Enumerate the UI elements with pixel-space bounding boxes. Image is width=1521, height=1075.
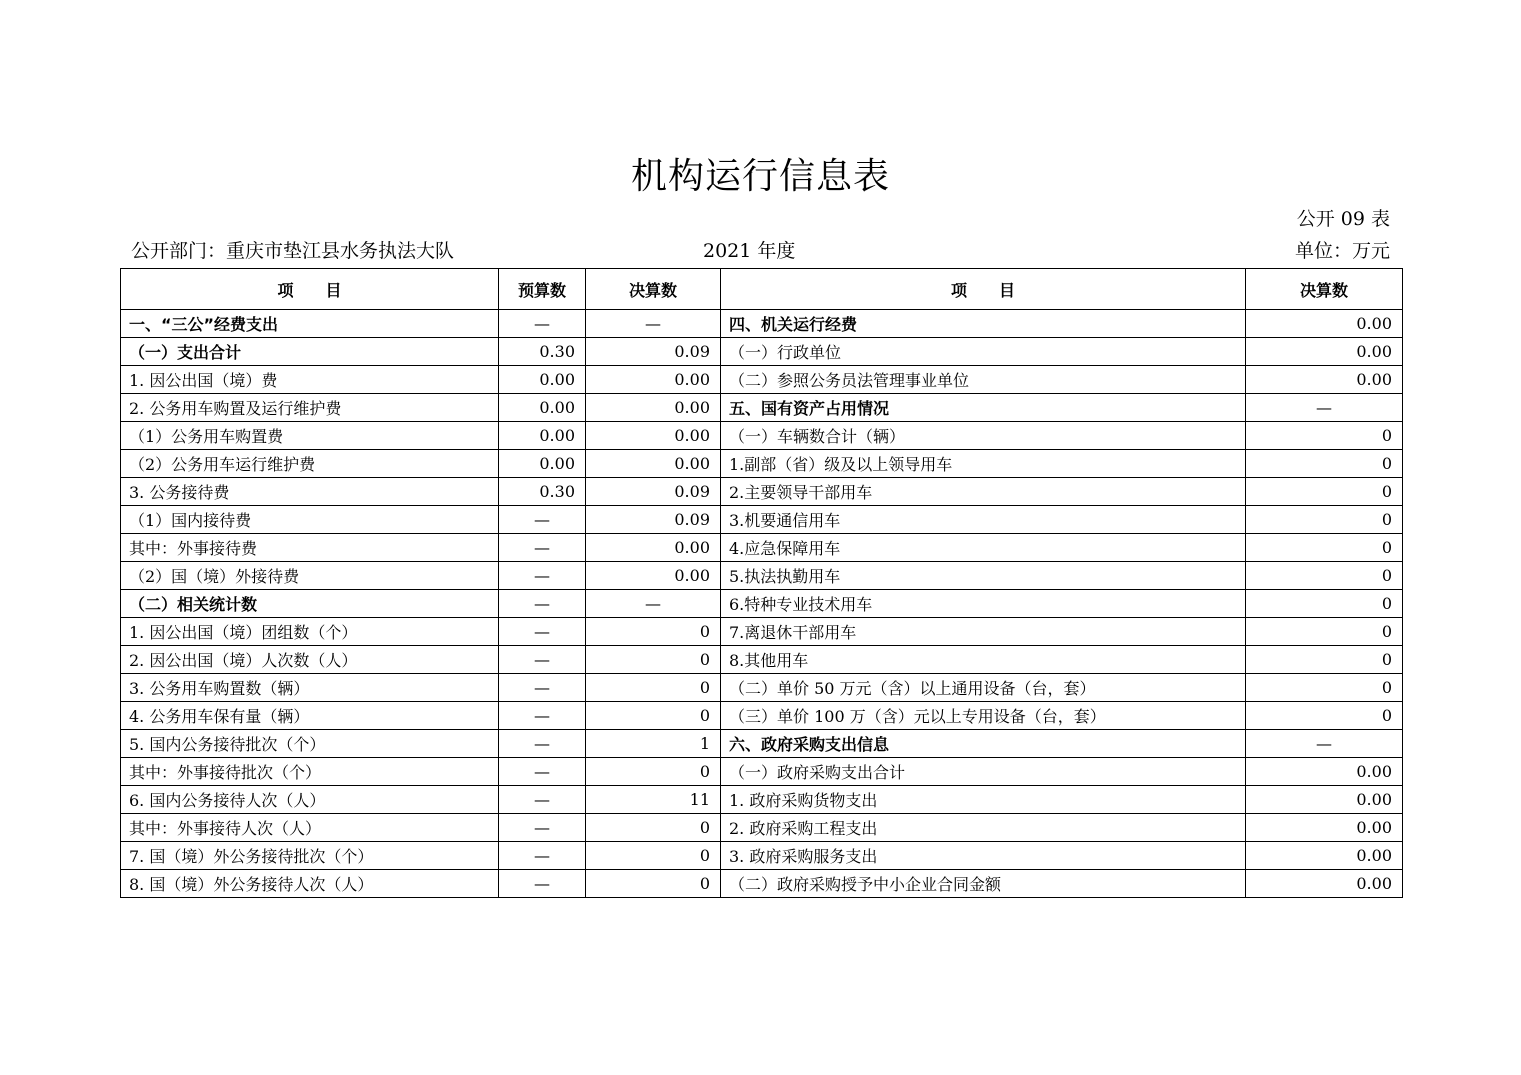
final-right-cell: 0 bbox=[1246, 450, 1403, 478]
final-left-cell: 0 bbox=[586, 758, 721, 786]
left-item-cell: （一）支出合计 bbox=[121, 338, 499, 366]
left-item-cell: （1）国内接待费 bbox=[121, 506, 499, 534]
final-left-cell: 0 bbox=[586, 646, 721, 674]
final-right-cell: 0.00 bbox=[1246, 758, 1403, 786]
final-left-cell: 0.00 bbox=[586, 562, 721, 590]
right-item-cell: 六、政府采购支出信息 bbox=[721, 730, 1246, 758]
final-right-cell: 0 bbox=[1246, 646, 1403, 674]
final-right-cell: 0 bbox=[1246, 562, 1403, 590]
final-left-cell: 0.09 bbox=[586, 338, 721, 366]
left-item-cell: 5. 国内公务接待批次（个） bbox=[121, 730, 499, 758]
final-right-cell: 0.00 bbox=[1246, 338, 1403, 366]
header-item-left: 项 目 bbox=[121, 269, 499, 310]
table-row bbox=[121, 394, 1403, 422]
right-item-cell: 4.应急保障用车 bbox=[721, 534, 1246, 562]
final-right-cell: 0.00 bbox=[1246, 870, 1403, 898]
table-row bbox=[121, 870, 1403, 898]
budget-cell: — bbox=[499, 730, 586, 758]
final-right-cell: 0 bbox=[1246, 534, 1403, 562]
right-item-cell: 8.其他用车 bbox=[721, 646, 1246, 674]
budget-cell: — bbox=[499, 758, 586, 786]
header-budget: 预算数 bbox=[499, 269, 586, 310]
right-item-cell: 5.执法执勤用车 bbox=[721, 562, 1246, 590]
budget-cell: — bbox=[499, 646, 586, 674]
right-item-cell: （二）参照公务员法管理事业单位 bbox=[721, 366, 1246, 394]
final-left-cell: 0.00 bbox=[586, 534, 721, 562]
budget-cell: — bbox=[499, 534, 586, 562]
left-item-cell: 4. 公务用车保有量（辆） bbox=[121, 702, 499, 730]
left-item-cell: 其中：外事接待人次（人） bbox=[121, 814, 499, 842]
table-header-row bbox=[121, 269, 1403, 310]
right-item-cell: 2. 政府采购工程支出 bbox=[721, 814, 1246, 842]
right-item-cell: （二）单价 50 万元（含）以上通用设备（台，套） bbox=[721, 674, 1246, 702]
table-row bbox=[121, 646, 1403, 674]
info-table bbox=[120, 268, 1403, 898]
final-right-cell: 0.00 bbox=[1246, 786, 1403, 814]
budget-cell: — bbox=[499, 702, 586, 730]
department-label: 公开部门：重庆市垫江县水务执法大队 bbox=[131, 240, 455, 262]
left-item-cell: 2. 因公出国（境）人次数（人） bbox=[121, 646, 499, 674]
table-row bbox=[121, 366, 1403, 394]
left-item-cell: 其中：外事接待费 bbox=[121, 534, 499, 562]
right-item-cell: 7.离退休干部用车 bbox=[721, 618, 1246, 646]
unit-label: 单位：万元 bbox=[1294, 240, 1390, 262]
right-item-cell: 1. 政府采购货物支出 bbox=[721, 786, 1246, 814]
final-right-cell: — bbox=[1246, 394, 1403, 422]
budget-cell: — bbox=[499, 590, 586, 618]
table-row bbox=[121, 534, 1403, 562]
final-right-cell: 0.00 bbox=[1246, 814, 1403, 842]
left-item-cell: （2）公务用车运行维护费 bbox=[121, 450, 499, 478]
left-item-cell: 一、“三公”经费支出 bbox=[121, 310, 499, 338]
table-row bbox=[121, 590, 1403, 618]
table-number: 公开 09 表 bbox=[1296, 208, 1390, 230]
final-right-cell: 0 bbox=[1246, 422, 1403, 450]
right-item-cell: 1.副部（省）级及以上领导用车 bbox=[721, 450, 1246, 478]
table-row bbox=[121, 814, 1403, 842]
final-left-cell: — bbox=[586, 310, 721, 338]
header-final-left: 决算数 bbox=[586, 269, 721, 310]
final-right-cell: 0.00 bbox=[1246, 366, 1403, 394]
final-right-cell: — bbox=[1246, 730, 1403, 758]
right-item-cell: 6.特种专业技术用车 bbox=[721, 590, 1246, 618]
right-item-cell: 3. 政府采购服务支出 bbox=[721, 842, 1246, 870]
budget-cell: — bbox=[499, 674, 586, 702]
budget-cell: — bbox=[499, 310, 586, 338]
left-item-cell: 其中：外事接待批次（个） bbox=[121, 758, 499, 786]
final-right-cell: 0 bbox=[1246, 674, 1403, 702]
right-item-cell: （一）政府采购支出合计 bbox=[721, 758, 1246, 786]
left-item-cell: 7. 国（境）外公务接待批次（个） bbox=[121, 842, 499, 870]
final-left-cell: 0 bbox=[586, 842, 721, 870]
final-right-cell: 0 bbox=[1246, 702, 1403, 730]
budget-cell: — bbox=[499, 506, 586, 534]
table-row bbox=[121, 450, 1403, 478]
final-left-cell: 0 bbox=[586, 702, 721, 730]
final-right-cell: 0 bbox=[1246, 618, 1403, 646]
right-item-cell: 四、机关运行经费 bbox=[721, 310, 1246, 338]
table-row bbox=[121, 338, 1403, 366]
final-left-cell: 0.09 bbox=[586, 506, 721, 534]
final-left-cell: 0.00 bbox=[586, 450, 721, 478]
header-item-right: 项 目 bbox=[721, 269, 1246, 310]
table-row bbox=[121, 758, 1403, 786]
final-right-cell: 0.00 bbox=[1246, 310, 1403, 338]
table-row bbox=[121, 422, 1403, 450]
right-item-cell: （三）单价 100 万（含）元以上专用设备（台，套） bbox=[721, 702, 1246, 730]
fiscal-year: 2021 年度 bbox=[703, 240, 796, 262]
final-left-cell: 0.00 bbox=[586, 422, 721, 450]
final-left-cell: 0.00 bbox=[586, 366, 721, 394]
page-title: 机构运行信息表 bbox=[630, 156, 890, 197]
left-item-cell: 3. 公务用车购置数（辆） bbox=[121, 674, 499, 702]
right-item-cell: （一）行政单位 bbox=[721, 338, 1246, 366]
right-item-cell: 2.主要领导干部用车 bbox=[721, 478, 1246, 506]
budget-cell: — bbox=[499, 618, 586, 646]
left-item-cell: 6. 国内公务接待人次（人） bbox=[121, 786, 499, 814]
final-right-cell: 0 bbox=[1246, 478, 1403, 506]
left-item-cell: 2. 公务用车购置及运行维护费 bbox=[121, 394, 499, 422]
table-row bbox=[121, 702, 1403, 730]
table-row bbox=[121, 842, 1403, 870]
final-left-cell: 11 bbox=[586, 786, 721, 814]
final-left-cell: 0.09 bbox=[586, 478, 721, 506]
final-left-cell: 0 bbox=[586, 814, 721, 842]
table-row bbox=[121, 506, 1403, 534]
table-row bbox=[121, 562, 1403, 590]
final-left-cell: 0 bbox=[586, 870, 721, 898]
budget-cell: 0.30 bbox=[499, 478, 586, 506]
budget-cell: 0.30 bbox=[499, 338, 586, 366]
budget-cell: — bbox=[499, 562, 586, 590]
header-final-right: 决算数 bbox=[1246, 269, 1403, 310]
budget-cell: — bbox=[499, 786, 586, 814]
right-item-cell: 3.机要通信用车 bbox=[721, 506, 1246, 534]
final-right-cell: 0.00 bbox=[1246, 842, 1403, 870]
budget-cell: — bbox=[499, 814, 586, 842]
table-body bbox=[121, 310, 1403, 898]
left-item-cell: 8. 国（境）外公务接待人次（人） bbox=[121, 870, 499, 898]
budget-cell: — bbox=[499, 870, 586, 898]
left-item-cell: （二）相关统计数 bbox=[121, 590, 499, 618]
right-item-cell: 五、国有资产占用情况 bbox=[721, 394, 1246, 422]
table-row bbox=[121, 310, 1403, 338]
budget-cell: 0.00 bbox=[499, 422, 586, 450]
right-item-cell: （一）车辆数合计（辆） bbox=[721, 422, 1246, 450]
final-left-cell: 1 bbox=[586, 730, 721, 758]
final-left-cell: 0 bbox=[586, 674, 721, 702]
left-item-cell: 3. 公务接待费 bbox=[121, 478, 499, 506]
final-left-cell: 0.00 bbox=[586, 394, 721, 422]
final-right-cell: 0 bbox=[1246, 590, 1403, 618]
budget-cell: — bbox=[499, 842, 586, 870]
table-row bbox=[121, 786, 1403, 814]
table-row bbox=[121, 730, 1403, 758]
final-left-cell: — bbox=[586, 590, 721, 618]
table-row bbox=[121, 478, 1403, 506]
right-item-cell: （二）政府采购授予中小企业合同金额 bbox=[721, 870, 1246, 898]
budget-cell: 0.00 bbox=[499, 366, 586, 394]
budget-cell: 0.00 bbox=[499, 450, 586, 478]
left-item-cell: 1. 因公出国（境）团组数（个） bbox=[121, 618, 499, 646]
table-row bbox=[121, 674, 1403, 702]
left-item-cell: （2）国（境）外接待费 bbox=[121, 562, 499, 590]
left-item-cell: 1. 因公出国（境）费 bbox=[121, 366, 499, 394]
left-item-cell: （1）公务用车购置费 bbox=[121, 422, 499, 450]
final-left-cell: 0 bbox=[586, 618, 721, 646]
table-row bbox=[121, 618, 1403, 646]
budget-cell: 0.00 bbox=[499, 394, 586, 422]
final-right-cell: 0 bbox=[1246, 506, 1403, 534]
